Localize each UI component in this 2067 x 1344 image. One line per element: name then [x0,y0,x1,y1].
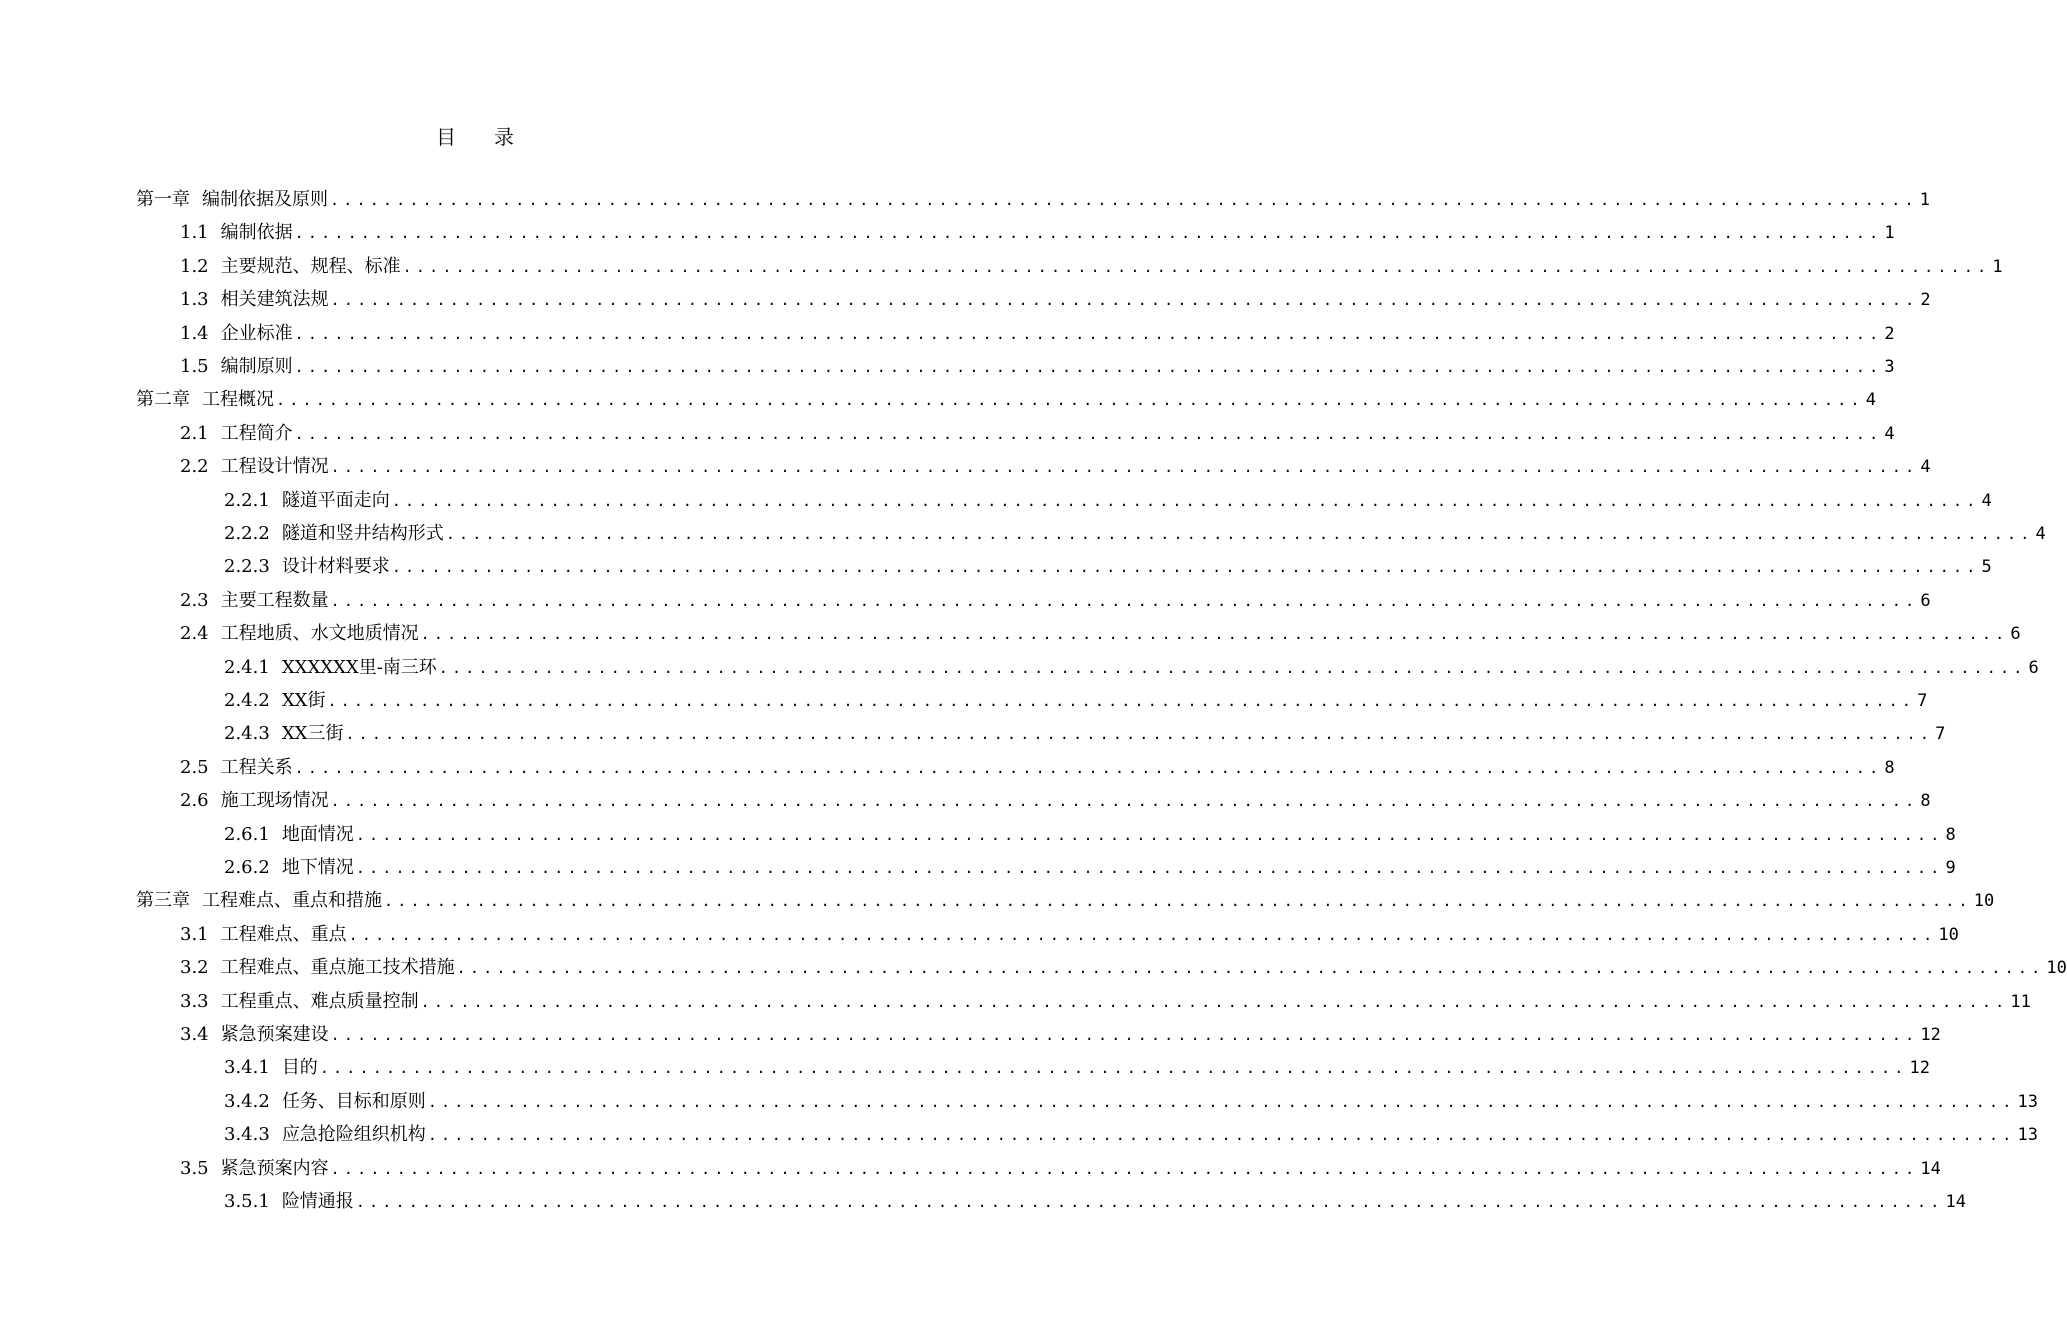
toc-page-number: 4 [1981,490,1992,511]
toc-entry[interactable] [224,652,2039,684]
toc-page-number: 1 [1919,190,1930,210]
toc-entry-number: 3.1 [180,923,209,945]
toc-entry-number: 2.6 [180,790,209,812]
toc-entry-number: 3.5.1 [224,1191,270,1212]
toc-entry[interactable] [180,1153,1941,1185]
toc-entry-title: 编制原则 [220,356,293,377]
toc-page-number: 13 [2017,1125,2038,1146]
toc-entry-number: 2.2.1 [224,489,270,511]
toc-entry-number: 2.4.3 [224,723,270,745]
toc-page-number: 4 [1865,390,1876,411]
toc-entry-number: 3.3 [180,990,209,1012]
toc-entry-number: 第三章 [136,890,190,912]
toc-entry-number: 1.2 [180,255,209,277]
toc-entry[interactable] [180,1019,1941,1051]
toc-dot-leader: ........................................................................................................................ [294,358,1883,376]
toc-dot-leader: ........................................................................................................................ [330,591,1919,610]
toc-page-number: 12 [1920,1025,1941,1045]
toc-dot-leader: ........................................................................................................................ [319,1059,1908,1078]
toc-dot-leader: ........................................................................................................................ [420,625,2009,644]
toc-entry-title: 工程概况 [202,389,274,411]
toc-entry[interactable] [224,852,1956,884]
toc-entry-title: 隧道和竖井结构形式 [281,523,444,544]
toc-dot-leader: ........................................................................................................................ [402,257,1991,276]
toc-entry-number: 2.2.2 [224,523,270,544]
toc-entry-title: 设计材料要求 [281,556,390,578]
toc-entry[interactable] [180,251,2003,283]
toc-page-number: 10 [1973,891,1995,912]
toc-entry-number: 3.4.2 [224,1090,270,1112]
toc-entry-number: 3.2 [180,957,209,979]
toc-dot-leader: ........................................................................................................................ [456,959,2045,978]
toc-entry-number: 1.5 [180,356,209,377]
toc-entry[interactable] [136,184,1930,216]
toc-entry[interactable] [180,284,1931,316]
toc-entry[interactable] [136,384,1876,416]
toc-entry-number: 2.6.1 [224,823,270,845]
toc-dot-leader: ........................................................................................................................ [294,324,1883,343]
toc-entry-number: 2.6.2 [224,857,270,878]
toc-page-number: 11 [2010,991,2031,1012]
toc-entry-title: XX三街 [281,723,344,745]
toc-entry-number: 2.5 [180,756,209,778]
toc-entry-title: 编制依据及原则 [202,189,328,210]
toc-entry[interactable] [180,217,1895,249]
toc-page-number: 12 [1909,1058,1930,1079]
toc-entry[interactable] [180,451,1931,483]
toc-dot-leader: ........................................................................................................................ [391,491,1980,510]
toc-page-number: 1 [1992,256,2003,277]
toc-dot-leader: ........................................................................................................................ [294,224,1883,243]
toc-entry[interactable] [224,718,1946,750]
toc-dot-leader: ........................................................................................................................ [330,1159,1919,1178]
toc-entry[interactable] [180,351,1895,383]
toc-entry-title: 应急抢险组织机构 [281,1124,426,1146]
toc-entry-title: 工程地质、水文地质情况 [220,623,419,645]
toc-dot-leader: ........................................................................................................................ [330,291,1919,310]
toc-dot-leader: ........................................................................................................................ [330,191,1918,209]
toc-title: 目录 [436,125,552,149]
toc-entry-title: 主要工程数量 [220,589,329,611]
toc-page-number: 14 [1920,1158,1941,1179]
toc-page-number: 3 [1884,357,1895,377]
toc-page-number: 13 [2017,1091,2038,1112]
toc-dot-leader: ........................................................................................................................ [294,758,1883,777]
toc-entry-title: 主要规范、规程、标准 [220,255,401,277]
toc-page-number: 1 [1884,223,1895,244]
toc-page-number: 9 [1945,858,1956,878]
toc-entry-title: 工程难点、重点 [220,923,347,945]
toc-entry-number: 3.5 [180,1157,209,1179]
toc-entry-title: 企业标准 [220,322,293,344]
toc-page-number: 7 [1917,691,1928,711]
toc-entry[interactable] [224,1052,1930,1084]
toc-entry[interactable] [224,1086,2038,1118]
toc-entry-number: 1.1 [180,222,209,244]
toc-entry-title: 目的 [281,1057,318,1079]
toc-entry-title: 编制依据 [220,222,293,244]
toc-page-number: 10 [1938,924,1959,945]
toc-entry[interactable] [224,485,1992,517]
toc-dot-leader: ........................................................................................................................ [384,892,1972,911]
toc-dot-leader: ........................................................................................................................ [445,525,2034,543]
toc-entry-number: 2.2.3 [224,556,270,578]
toc-entry-number: 第一章 [136,189,190,210]
toc-entry-number: 3.4.3 [224,1124,270,1146]
toc-entry-title: 任务、目标和原则 [281,1090,426,1112]
toc-entry-number: 2.4.2 [224,690,270,711]
toc-dot-leader: ........................................................................................................................ [438,658,2027,677]
toc-entry[interactable] [180,986,2031,1018]
toc-page-number: 4 [1884,423,1895,444]
toc-dot-leader: ........................................................................................................................ [427,1126,2016,1145]
toc-entry-title: XX街 [281,690,326,711]
toc-dot-leader: ........................................................................................................................ [330,1026,1919,1044]
toc-entry-number: 第二章 [136,389,190,411]
toc-entry-number: 2.4.1 [224,656,270,678]
toc-dot-leader: ........................................................................................................................ [420,992,2009,1011]
toc-entry-title: 工程关系 [220,756,293,778]
toc-page-number: 6 [2010,624,2021,645]
toc-entry-title: 紧急预案内容 [220,1157,329,1179]
toc-page-number: 7 [1935,724,1946,745]
toc-entry-number: 3.4 [180,1024,209,1045]
toc-entry[interactable] [224,819,1956,851]
toc-page-number: 6 [1920,590,1931,611]
toc-page-number: 8 [1945,824,1956,845]
toc-dot-leader: ........................................................................................................................ [391,558,1980,577]
toc-entry-title: 施工现场情况 [220,790,329,812]
toc-entry[interactable] [136,885,1995,917]
toc-entry-number: 1.4 [180,322,209,344]
toc-entry-title: 工程重点、难点质量控制 [220,990,419,1012]
toc-entry-title: 工程难点、重点施工技术措施 [220,957,455,979]
toc-entry[interactable] [180,785,1931,817]
toc-entry[interactable] [180,418,1895,450]
toc-entry-number: 2.2 [180,456,209,478]
toc-entry-title: 地面情况 [281,823,354,845]
toc-entry-title: 紧急预案建设 [220,1024,329,1045]
toc-entry-number: 1.3 [180,289,209,311]
toc-dot-leader: ........................................................................................................................ [348,925,1937,944]
toc-entry[interactable] [224,551,1992,583]
toc-dot-leader: ........................................................................................................................ [345,725,1934,744]
toc-entry[interactable] [224,1119,2038,1151]
toc-dot-leader: ........................................................................................................................ [330,792,1919,811]
toc-entry[interactable] [224,685,1928,717]
toc-page-number: 2 [1920,290,1931,311]
toc-entry-title: 相关建筑法规 [220,289,329,311]
toc-page-number: 4 [2035,524,2046,544]
toc-dot-leader: ........................................................................................................................ [330,458,1919,477]
toc-page-number: 5 [1981,557,1992,578]
toc-dot-leader: ........................................................................................................................ [327,692,1916,710]
toc-page-number: 4 [1920,457,1931,478]
toc-page-number: 14 [1945,1192,1966,1212]
toc-page-number: 8 [1920,791,1931,812]
toc-entry-number: 2.1 [180,422,209,444]
toc-dot-leader: ........................................................................................................................ [355,859,1944,877]
toc-entry[interactable] [224,1186,1966,1218]
toc-page-number: 10 [2046,958,2067,979]
toc-dot-leader: ........................................................................................................................ [355,825,1944,844]
toc-entry-title: XXXXXX里-南三环 [281,656,437,678]
toc-entry-title: 地下情况 [281,857,354,878]
toc-entry-title: 工程简介 [220,422,293,444]
toc-entry[interactable] [224,518,2046,550]
toc-entry[interactable] [180,318,1895,350]
toc-entry[interactable] [180,752,1895,784]
toc-entry-title: 工程设计情况 [220,456,329,478]
toc-page-number: 2 [1884,323,1895,344]
toc-entry-number: 3.4.1 [224,1057,270,1079]
toc-entry-number: 2.3 [180,589,209,611]
toc-page-number: 8 [1884,757,1895,778]
toc-entry-title: 险情通报 [281,1191,354,1212]
toc-entry[interactable] [180,952,2067,984]
toc-entry-title: 工程难点、重点和措施 [202,890,382,912]
toc-dot-leader: ........................................................................................................................ [294,424,1883,443]
toc-entry[interactable] [180,585,1931,617]
toc-dot-leader: ........................................................................................................................ [355,1193,1944,1211]
toc-dot-leader: ........................................................................................................................ [276,391,1864,410]
toc-entry[interactable] [180,919,1959,951]
toc-dot-leader: ........................................................................................................................ [427,1092,2016,1111]
toc-entry-number: 2.4 [180,623,209,645]
toc-page-number: 6 [2028,657,2039,678]
toc-entry[interactable] [180,618,2021,650]
toc-entry-title: 隧道平面走向 [281,489,390,511]
